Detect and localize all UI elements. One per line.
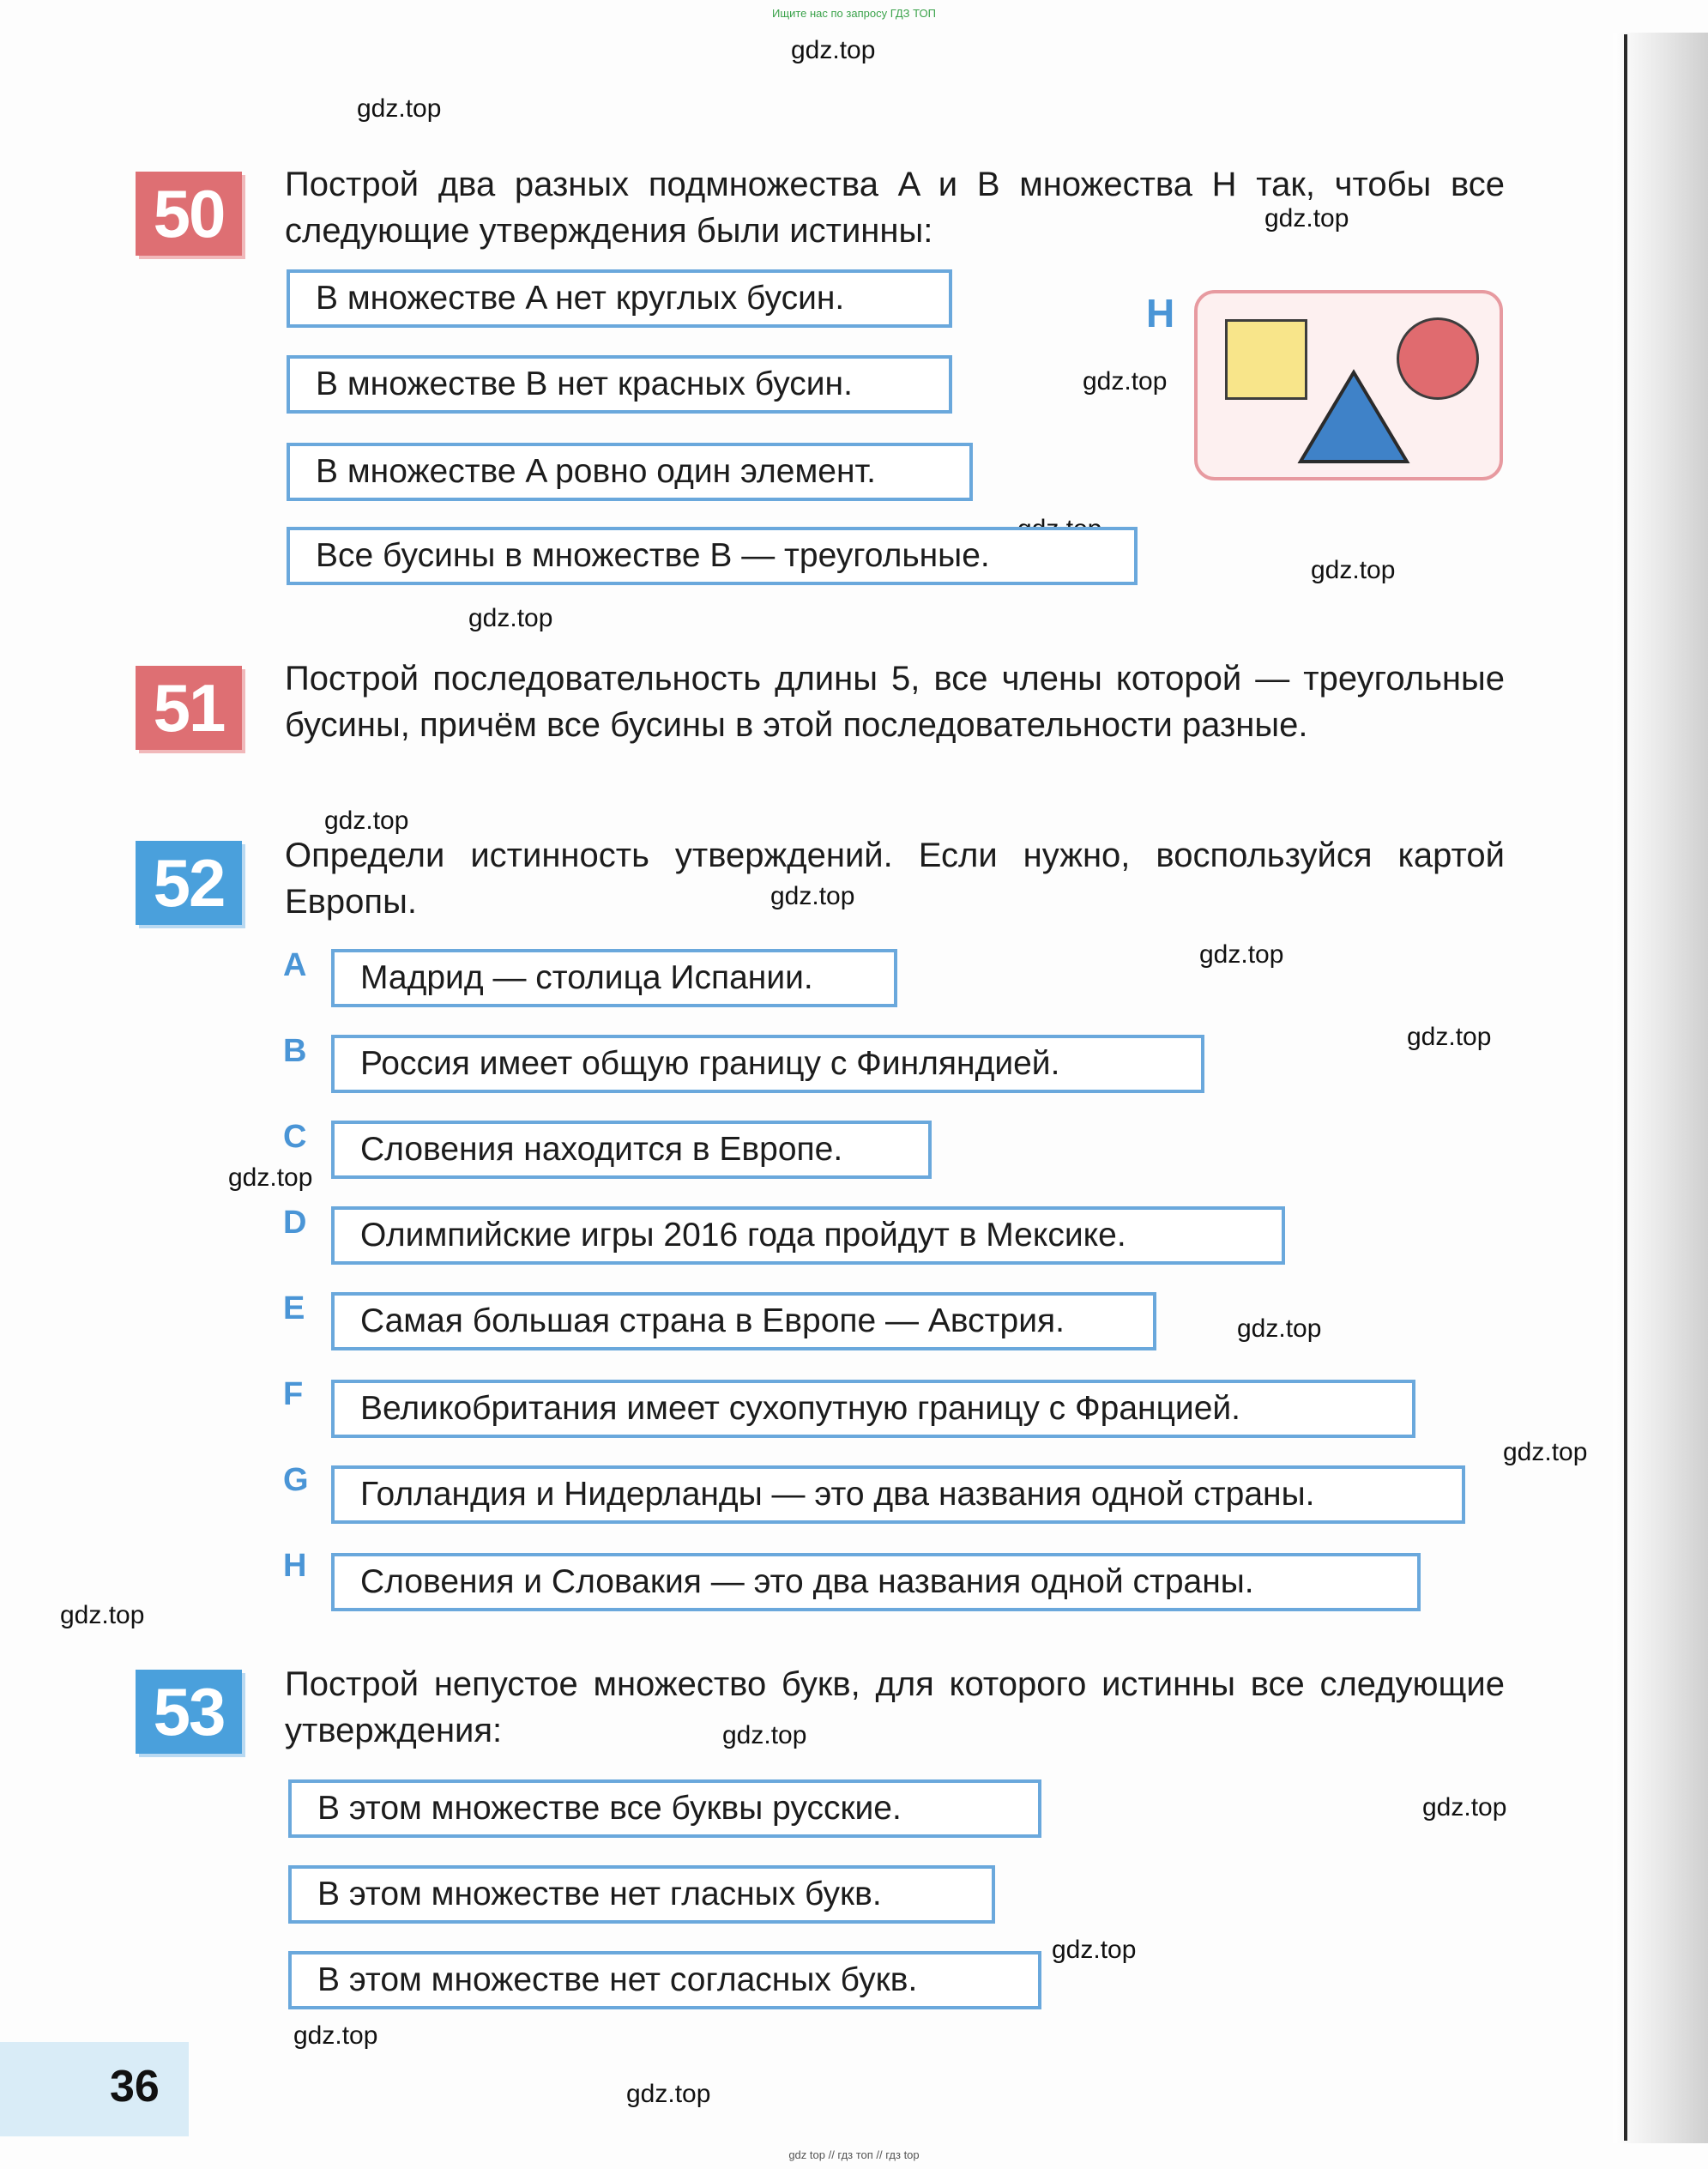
statement-box: Россия имеет общую границу с Финляндией.	[331, 1035, 1204, 1093]
watermark: gdz.top	[293, 2021, 378, 2050]
watermark: gdz.top	[626, 2080, 711, 2108]
task-number-53: 53	[136, 1670, 242, 1754]
watermark: gdz.top	[60, 1601, 145, 1629]
statement-box: В этом множестве все буквы русские.	[288, 1779, 1041, 1838]
watermark: gdz.top	[770, 882, 855, 910]
task-number-50: 50	[136, 172, 242, 256]
watermark: gdz.top	[1503, 1438, 1588, 1466]
task-number-52: 52	[136, 841, 242, 925]
watermark: gdz.top	[1199, 940, 1284, 969]
statement-box: В этом множестве нет согласных букв.	[288, 1951, 1041, 2009]
watermark: gdz.top	[1422, 1793, 1507, 1822]
statement-letter: D	[283, 1205, 307, 1241]
statement-letter: F	[283, 1376, 304, 1412]
statement-box: Словения и Словакия — это два названия одной страны.	[331, 1553, 1421, 1611]
statement-letter: C	[283, 1119, 307, 1155]
task-52-text: Определи истинность утверждений. Если нужно, воспользуйся картой Европы.	[285, 837, 1505, 921]
watermark: gdz.top	[791, 36, 876, 64]
watermark: gdz.top	[228, 1163, 313, 1192]
watermark: gdz.top	[722, 1721, 807, 1749]
watermark: gdz.top	[1311, 556, 1396, 584]
statement-letter: H	[283, 1548, 307, 1584]
page-number-tab	[0, 2042, 189, 2136]
statement-box: Мадрид — столица Испании.	[331, 949, 897, 1007]
blue-triangle-bead	[1297, 369, 1410, 465]
watermark: gdz.top	[1264, 204, 1349, 233]
bottom-note: gdz top // гдз топ // гдз top	[788, 2148, 920, 2161]
statement-box: Олимпийские игры 2016 года пройдут в Мексике.	[331, 1206, 1285, 1265]
statement-letter: A	[283, 947, 307, 983]
watermark: gdz.top	[324, 807, 409, 835]
statement-box: Все бусины в множестве B — треугольные.	[287, 527, 1138, 585]
yellow-square-bead	[1225, 319, 1307, 400]
statement-box: Словения находится в Европе.	[331, 1121, 932, 1179]
top-note: Ищите нас по запросу ГДЗ ТОП	[772, 7, 936, 20]
statement-box: В множестве B нет красных бусин.	[287, 355, 952, 414]
watermark: gdz.top	[468, 604, 553, 632]
statement-letter: G	[283, 1462, 309, 1498]
set-h-label: H	[1146, 291, 1175, 335]
task-50-text: Построй два разных подмножества A и B множества H так, чтобы все следующие утверждения были истинны:	[285, 166, 1505, 250]
watermark: gdz.top	[357, 94, 442, 123]
task-51-text: Построй последовательность длины 5, все члены которой — треугольные бусины, причём все бусины в этой последовательности разные.	[285, 660, 1505, 744]
watermark: gdz.top	[1407, 1023, 1492, 1051]
statement-box: В этом множестве нет гласных букв.	[288, 1865, 995, 1924]
page-edge-line	[1624, 34, 1627, 2141]
task-53-text: Построй непустое множество букв, для которого истинны все следующие утверждения:	[285, 1665, 1505, 1749]
page-edge-shadow	[1614, 33, 1708, 2143]
page-number: 36	[110, 2062, 160, 2112]
task-number-51: 51	[136, 666, 242, 750]
watermark: gdz.top	[1083, 367, 1168, 396]
statement-box: В множестве A ровно один элемент.	[287, 443, 973, 501]
statement-box: Самая большая страна в Европе — Австрия.	[331, 1292, 1156, 1350]
statement-box: В множестве A нет круглых бусин.	[287, 269, 952, 328]
statement-box: Великобритания имеет сухопутную границу с Францией.	[331, 1380, 1415, 1438]
watermark: gdz.top	[1052, 1936, 1137, 1964]
watermark: gdz.top	[1237, 1314, 1322, 1343]
statement-box: Голландия и Нидерланды — это два названия одной страны.	[331, 1465, 1465, 1524]
statement-letter: E	[283, 1290, 305, 1326]
statement-letter: B	[283, 1033, 307, 1069]
